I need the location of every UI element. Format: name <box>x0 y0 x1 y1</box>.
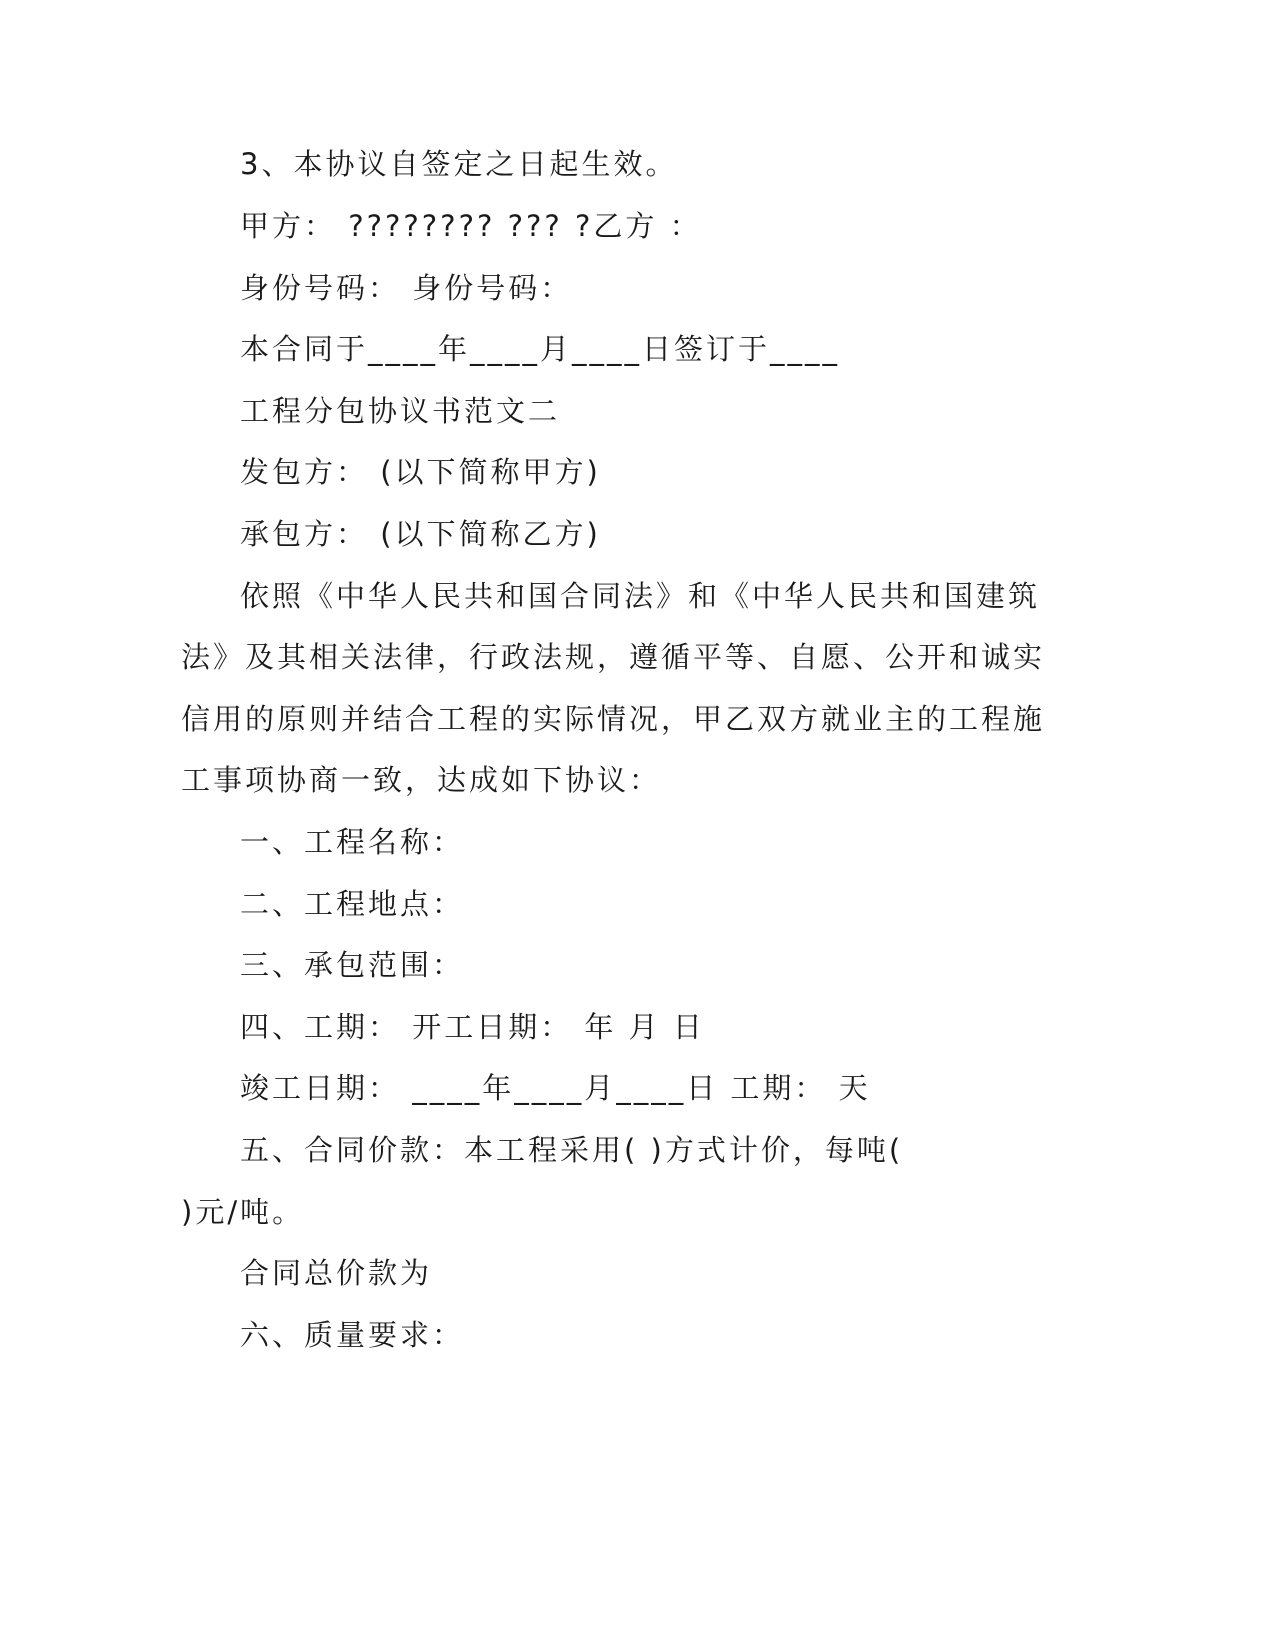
paragraph-total-price: 合同总价款为 <box>240 1256 433 1290</box>
item-contract-price-line-2: )元/吨。 <box>181 1195 305 1229</box>
paragraph-legal-basis-line-4: 工事项协商一致，达成如下协议： <box>181 763 662 797</box>
paragraph-party-a-party-b: 甲方： ???????? ??? ?乙方 ： <box>240 209 702 243</box>
paragraph-legal-basis-line-2: 法》及其相关法律，行政法规，遵循平等、自愿、公开和诚实 <box>181 640 1046 674</box>
paragraph-effective-clause: 3、本协议自签定之日起生效。 <box>240 147 678 181</box>
item-quality-requirements: 六、质量要求： <box>240 1318 465 1352</box>
paragraph-signing-date: 本合同于____年____月____日签订于____ <box>240 332 841 366</box>
paragraph-legal-basis-line-3: 信用的原则并结合工程的实际情况，甲乙双方就业主的工程施 <box>181 702 1046 736</box>
section-heading-sample-two: 工程分包协议书范文二 <box>240 394 561 428</box>
item-completion-date: 竣工日期： ____年____月____日 工期： 天 <box>240 1071 871 1105</box>
item-contract-scope: 三、承包范围： <box>240 948 465 982</box>
item-project-location: 二、工程地点： <box>240 887 465 921</box>
paragraph-contracting-party: 发包方： (以下简称甲方) <box>240 455 601 489</box>
paragraph-legal-basis-line-1: 依照《中华人民共和国合同法》和《中华人民共和国建筑 <box>240 579 1041 613</box>
item-contract-price-line-1: 五、合同价款：本工程采用( )方式计价，每吨( <box>240 1133 904 1167</box>
paragraph-contractor-party: 承包方： (以下简称乙方) <box>240 517 601 551</box>
item-project-name: 一、工程名称： <box>240 825 465 859</box>
paragraph-id-numbers: 身份号码： 身份号码： <box>240 271 573 305</box>
item-construction-period: 四、工期： 开工日期： 年 月 日 <box>240 1010 705 1044</box>
